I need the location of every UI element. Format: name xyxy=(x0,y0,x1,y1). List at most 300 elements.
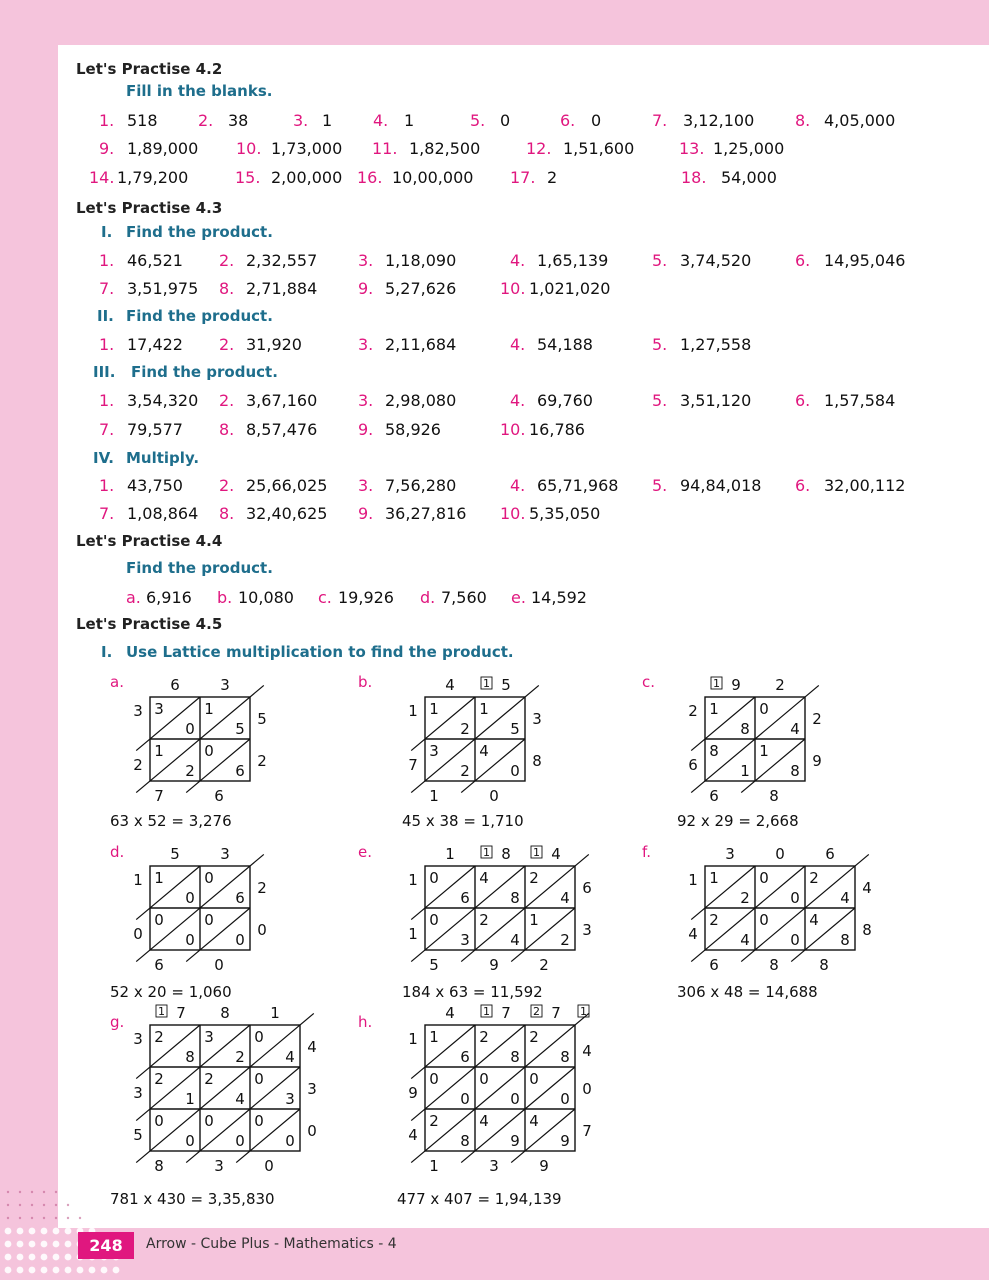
lattice-right-digit: 3 xyxy=(307,1080,317,1098)
lattice-bottom-digit: 9 xyxy=(539,1157,549,1175)
part-label-4-3-iv: IV. xyxy=(93,449,114,467)
lattice-top-digit: 9 xyxy=(731,676,741,694)
answer-4-3-part3-number: 6. xyxy=(795,391,811,410)
lattice-cell-ones: 6 xyxy=(460,889,470,907)
page-number: 248 xyxy=(78,1232,134,1259)
lattice-cell-ones: 0 xyxy=(185,720,195,738)
lattice-cell-tens: 4 xyxy=(529,1112,539,1130)
lattice-label: e. xyxy=(358,843,372,861)
lattice-cell-tens: 2 xyxy=(709,911,719,929)
lattice-grid-g xyxy=(110,997,340,1183)
lattice-grid-a xyxy=(110,669,290,813)
answer-4-2-number: 7. xyxy=(652,111,668,130)
lattice-cell-ones: 8 xyxy=(510,889,520,907)
answer-4-4-number: d. xyxy=(420,588,436,607)
lattice-cell-tens: 0 xyxy=(479,1070,489,1088)
section-heading-4-3: Let's Practise 4.3 xyxy=(76,199,223,217)
lattice-top-digit: 4 xyxy=(445,676,455,694)
lattice-equation: 45 x 38 = 1,710 xyxy=(402,812,524,830)
lattice-cell-ones: 4 xyxy=(235,1090,245,1108)
answer-4-3-part3-number: 5. xyxy=(652,391,668,410)
lattice-label: f. xyxy=(642,843,651,861)
lattice-right-digit: 4 xyxy=(862,879,872,897)
answer-4-2-value: 1,51,600 xyxy=(563,139,635,158)
answer-4-3-part2-number: 5. xyxy=(652,335,668,354)
answer-4-2-value: 1,25,000 xyxy=(713,139,785,158)
answer-4-2-value: 3,12,100 xyxy=(683,111,755,130)
lattice-cell-tens: 0 xyxy=(254,1070,264,1088)
lattice-cell-tens: 1 xyxy=(204,700,214,718)
lattice-cell-tens: 0 xyxy=(429,911,439,929)
answer-4-2-number: 2. xyxy=(198,111,214,130)
answer-4-4-value: 10,080 xyxy=(238,588,294,607)
answer-4-2-value: 1 xyxy=(322,111,333,130)
answer-4-3-part3-number: 2. xyxy=(219,391,235,410)
answer-4-3-part4-value: 32,40,625 xyxy=(246,504,328,523)
lattice-bottom-digit: 2 xyxy=(539,956,549,974)
answer-4-3-part1-number: 6. xyxy=(795,251,811,270)
lattice-cell-tens: 0 xyxy=(429,869,439,887)
lattice-grid-b xyxy=(385,669,565,813)
answer-4-3-part1-number: 4. xyxy=(510,251,526,270)
lattice-cell-ones: 0 xyxy=(790,889,800,907)
answer-4-4-value: 14,592 xyxy=(531,588,587,607)
lattice-label: a. xyxy=(110,673,124,691)
answer-4-3-part1-number: 7. xyxy=(99,279,115,298)
lattice-left-digit: 3 xyxy=(133,1030,143,1048)
answer-4-4-number: b. xyxy=(217,588,233,607)
part-label-4-3-ii: II. xyxy=(97,307,114,325)
answer-4-3-part4-value: 32,00,112 xyxy=(824,476,906,495)
lattice-cell-tens: 2 xyxy=(154,1070,164,1088)
answer-4-3-part1-value: 1,021,020 xyxy=(529,279,611,298)
answer-4-3-part1-value: 3,74,520 xyxy=(680,251,752,270)
lattice-cell-tens: 2 xyxy=(204,1070,214,1088)
lattice-right-digit: 5 xyxy=(257,710,267,728)
lattice-top-digit: 4 xyxy=(551,845,561,863)
lattice-cell-ones: 4 xyxy=(560,889,570,907)
lattice-right-digit: 2 xyxy=(257,752,267,770)
lattice-cell-ones: 8 xyxy=(790,762,800,780)
lattice-cell-ones: 2 xyxy=(460,762,470,780)
carry-box-digit: 1 xyxy=(483,846,490,859)
answer-4-3-part1-number: 3. xyxy=(358,251,374,270)
lattice-cell-tens: 0 xyxy=(204,869,214,887)
answer-4-3-part4-value: 25,66,025 xyxy=(246,476,328,495)
lattice-cell-ones: 8 xyxy=(185,1048,195,1066)
lattice-bottom-digit: 6 xyxy=(214,787,224,805)
lattice-cell-tens: 2 xyxy=(809,869,819,887)
lattice-cell-ones: 9 xyxy=(560,1132,570,1150)
answer-4-3-part2-value: 31,920 xyxy=(246,335,302,354)
answer-4-3-part2-value: 54,188 xyxy=(537,335,593,354)
lattice-left-digit: 5 xyxy=(133,1126,143,1144)
answer-4-3-part4-value: 5,35,050 xyxy=(529,504,601,523)
answer-4-2-value: 1,82,500 xyxy=(409,139,481,158)
lattice-equation: 184 x 63 = 11,592 xyxy=(402,983,543,1001)
carry-box-digit: 2 xyxy=(533,1005,540,1018)
lattice-bottom-digit: 0 xyxy=(264,1157,274,1175)
lattice-grid-c xyxy=(665,669,845,813)
lattice-cell-ones: 8 xyxy=(510,1048,520,1066)
lattice-cell-ones: 5 xyxy=(510,720,520,738)
answer-4-3-part3-value: 69,760 xyxy=(537,391,593,410)
lattice-grid-e xyxy=(385,838,615,982)
answer-4-3-part4-number: 9. xyxy=(358,504,374,523)
lattice-bottom-digit: 6 xyxy=(154,956,164,974)
answer-4-2-value: 1 xyxy=(404,111,415,130)
lattice-cell-ones: 0 xyxy=(235,1132,245,1150)
lattice-top-digit: 8 xyxy=(501,845,511,863)
answer-4-2-number: 13. xyxy=(679,139,705,158)
instruction-4-3-i: Find the product. xyxy=(126,223,273,241)
answer-4-3-part3-value: 1,57,584 xyxy=(824,391,896,410)
answer-4-2-number: 10. xyxy=(236,139,262,158)
lattice-cell-ones: 2 xyxy=(560,931,570,949)
answer-4-3-part3-value: 16,786 xyxy=(529,420,585,439)
lattice-label: d. xyxy=(110,843,125,861)
lattice-cell-tens: 2 xyxy=(154,1028,164,1046)
carry-box-digit: 1 xyxy=(713,677,720,690)
answer-4-3-part3-value: 3,67,160 xyxy=(246,391,318,410)
lattice-equation: 92 x 29 = 2,668 xyxy=(677,812,799,830)
answer-4-3-part1-value: 14,95,046 xyxy=(824,251,906,270)
answer-4-2-value: 1,73,000 xyxy=(271,139,343,158)
answer-4-3-part4-number: 10. xyxy=(500,504,526,523)
lattice-cell-tens: 2 xyxy=(479,1028,489,1046)
lattice-bottom-digit: 3 xyxy=(214,1157,224,1175)
lattice-label: c. xyxy=(642,673,656,691)
answer-4-3-part3-number: 3. xyxy=(358,391,374,410)
part-label-4-3-i: I. xyxy=(101,223,113,241)
lattice-bottom-digit: 8 xyxy=(154,1157,164,1175)
lattice-bottom-digit: 8 xyxy=(769,956,779,974)
lattice-cell-ones: 0 xyxy=(460,1090,470,1108)
answer-4-3-part3-number: 1. xyxy=(99,391,115,410)
carry-box-digit: 1 xyxy=(533,846,540,859)
lattice-cell-tens: 1 xyxy=(759,742,769,760)
answer-4-2-value: 2,00,000 xyxy=(271,168,343,187)
answer-4-2-number: 11. xyxy=(372,139,398,158)
lattice-left-digit: 2 xyxy=(133,756,143,774)
answer-4-3-part4-number: 4. xyxy=(510,476,526,495)
lattice-left-digit: 1 xyxy=(408,1030,418,1048)
lattice-cell-ones: 5 xyxy=(235,720,245,738)
carry-box-digit: 1 xyxy=(483,1005,490,1018)
section-heading-4-2: Let's Practise 4.2 xyxy=(76,60,223,78)
instruction-4-2: Fill in the blanks. xyxy=(126,82,273,100)
lattice-label: h. xyxy=(358,1013,373,1031)
answer-4-3-part3-number: 10. xyxy=(500,420,526,439)
lattice-right-digit: 8 xyxy=(862,921,872,939)
answer-4-3-part3-value: 58,926 xyxy=(385,420,441,439)
part-label-4-3-iii: III. xyxy=(93,363,116,381)
answer-4-3-part3-value: 8,57,476 xyxy=(246,420,318,439)
carry-box-digit: 1 xyxy=(483,677,490,690)
answer-4-3-part4-value: 94,84,018 xyxy=(680,476,762,495)
answer-4-2-value: 2 xyxy=(547,168,558,187)
lattice-cell-ones: 8 xyxy=(460,1132,470,1150)
lattice-right-digit: 0 xyxy=(257,921,267,939)
lattice-cell-ones: 6 xyxy=(235,889,245,907)
lattice-bottom-digit: 0 xyxy=(214,956,224,974)
answer-4-2-number: 5. xyxy=(470,111,486,130)
lattice-equation: 63 x 52 = 3,276 xyxy=(110,812,232,830)
lattice-left-digit: 3 xyxy=(133,702,143,720)
answer-4-2-value: 38 xyxy=(228,111,249,130)
lattice-cell-tens: 0 xyxy=(154,911,164,929)
lattice-top-digit: 7 xyxy=(501,1004,511,1022)
lattice-top-digit: 7 xyxy=(176,1004,186,1022)
lattice-cell-tens: 1 xyxy=(154,869,164,887)
lattice-bottom-digit: 1 xyxy=(429,787,439,805)
lattice-left-digit: 4 xyxy=(408,1126,418,1144)
lattice-bottom-digit: 8 xyxy=(819,956,829,974)
lattice-cell-ones: 8 xyxy=(560,1048,570,1066)
answer-4-3-part1-value: 1,18,090 xyxy=(385,251,457,270)
lattice-bottom-digit: 1 xyxy=(429,1157,439,1175)
lattice-top-digit: 1 xyxy=(270,1004,280,1022)
lattice-top-digit: 5 xyxy=(170,845,180,863)
lattice-right-digit: 0 xyxy=(582,1080,592,1098)
answer-4-3-part2-number: 2. xyxy=(219,335,235,354)
lattice-cell-ones: 0 xyxy=(185,1132,195,1150)
answer-4-3-part4-value: 1,08,864 xyxy=(127,504,199,523)
lattice-cell-tens: 0 xyxy=(759,869,769,887)
answer-4-4-value: 6,916 xyxy=(146,588,192,607)
lattice-left-digit: 1 xyxy=(133,871,143,889)
lattice-cell-ones: 2 xyxy=(460,720,470,738)
answer-4-3-part1-value: 5,27,626 xyxy=(385,279,457,298)
lattice-cell-ones: 0 xyxy=(510,762,520,780)
answer-4-3-part1-value: 46,521 xyxy=(127,251,183,270)
lattice-grid-h xyxy=(385,997,615,1183)
carry-box-digit: 1 xyxy=(580,1005,587,1018)
lattice-cell-tens: 3 xyxy=(204,1028,214,1046)
lattice-left-digit: 6 xyxy=(688,756,698,774)
answer-4-2-number: 16. xyxy=(357,168,383,187)
instruction-4-4: Find the product. xyxy=(126,559,273,577)
answer-4-4-number: e. xyxy=(511,588,526,607)
answer-4-3-part1-number: 5. xyxy=(652,251,668,270)
lattice-right-digit: 7 xyxy=(582,1122,592,1140)
lattice-top-digit: 3 xyxy=(220,676,230,694)
lattice-cell-tens: 1 xyxy=(529,911,539,929)
lattice-cell-ones: 9 xyxy=(510,1132,520,1150)
answer-4-3-part1-number: 9. xyxy=(358,279,374,298)
lattice-cell-tens: 1 xyxy=(429,700,439,718)
lattice-bottom-digit: 6 xyxy=(709,787,719,805)
lattice-cell-ones: 4 xyxy=(285,1048,295,1066)
answer-4-2-number: 6. xyxy=(560,111,576,130)
lattice-cell-tens: 4 xyxy=(809,911,819,929)
instruction-4-5: Use Lattice multiplication to find the product. xyxy=(126,643,514,661)
lattice-bottom-digit: 7 xyxy=(154,787,164,805)
lattice-top-digit: 8 xyxy=(220,1004,230,1022)
lattice-cell-tens: 3 xyxy=(429,742,439,760)
answer-4-3-part1-value: 1,65,139 xyxy=(537,251,609,270)
lattice-cell-tens: 2 xyxy=(529,869,539,887)
lattice-top-digit: 5 xyxy=(501,676,511,694)
lattice-label: g. xyxy=(110,1013,125,1031)
answer-4-2-value: 4,05,000 xyxy=(824,111,896,130)
lattice-cell-ones: 4 xyxy=(790,720,800,738)
lattice-cell-ones: 2 xyxy=(740,889,750,907)
lattice-cell-tens: 2 xyxy=(529,1028,539,1046)
lattice-cell-ones: 0 xyxy=(560,1090,570,1108)
answer-4-3-part2-value: 17,422 xyxy=(127,335,183,354)
answer-4-2-value: 1,79,200 xyxy=(117,168,189,187)
lattice-left-digit: 9 xyxy=(408,1084,418,1102)
lattice-cell-tens: 2 xyxy=(479,911,489,929)
book-title: Arrow - Cube Plus - Mathematics - 4 xyxy=(146,1236,397,1252)
answer-4-3-part1-number: 8. xyxy=(219,279,235,298)
lattice-cell-tens: 4 xyxy=(479,742,489,760)
answer-4-3-part2-number: 4. xyxy=(510,335,526,354)
lattice-cell-tens: 0 xyxy=(204,1112,214,1130)
lattice-cell-tens: 0 xyxy=(204,742,214,760)
instruction-4-3-iii: Find the product. xyxy=(131,363,278,381)
answer-4-3-part3-number: 8. xyxy=(219,420,235,439)
lattice-cell-ones: 1 xyxy=(740,762,750,780)
lattice-label: b. xyxy=(358,673,373,691)
answer-4-3-part4-number: 8. xyxy=(219,504,235,523)
answer-4-2-value: 10,00,000 xyxy=(392,168,474,187)
lattice-top-digit: 4 xyxy=(445,1004,455,1022)
answer-4-2-value: 1,89,000 xyxy=(127,139,199,158)
lattice-right-digit: 4 xyxy=(582,1042,592,1060)
lattice-cell-tens: 4 xyxy=(479,869,489,887)
answer-4-2-value: 0 xyxy=(500,111,511,130)
lattice-cell-tens: 4 xyxy=(479,1112,489,1130)
answer-4-2-number: 9. xyxy=(99,139,115,158)
section-heading-4-5: Let's Practise 4.5 xyxy=(76,615,223,633)
lattice-cell-ones: 4 xyxy=(510,931,520,949)
lattice-cell-tens: 1 xyxy=(154,742,164,760)
lattice-top-digit: 6 xyxy=(170,676,180,694)
answer-4-2-number: 18. xyxy=(681,168,707,187)
lattice-equation: 52 x 20 = 1,060 xyxy=(110,983,232,1001)
lattice-bottom-digit: 8 xyxy=(769,787,779,805)
answer-4-3-part3-number: 9. xyxy=(358,420,374,439)
lattice-bottom-digit: 9 xyxy=(489,956,499,974)
lattice-equation: 477 x 407 = 1,94,139 xyxy=(397,1190,562,1208)
answer-4-3-part2-number: 3. xyxy=(358,335,374,354)
lattice-cell-ones: 6 xyxy=(235,762,245,780)
answer-4-3-part4-number: 5. xyxy=(652,476,668,495)
lattice-cell-ones: 2 xyxy=(235,1048,245,1066)
answer-4-3-part2-value: 1,27,558 xyxy=(680,335,752,354)
answer-4-3-part4-value: 36,27,816 xyxy=(385,504,467,523)
lattice-cell-ones: 0 xyxy=(790,931,800,949)
lattice-top-digit: 2 xyxy=(775,676,785,694)
answer-4-2-value: 54,000 xyxy=(721,168,777,187)
lattice-cell-ones: 0 xyxy=(185,889,195,907)
lattice-cell-ones: 0 xyxy=(510,1090,520,1108)
answer-4-3-part4-number: 6. xyxy=(795,476,811,495)
lattice-cell-tens: 0 xyxy=(759,911,769,929)
lattice-right-digit: 0 xyxy=(307,1122,317,1140)
lattice-top-digit: 0 xyxy=(775,845,785,863)
answer-4-3-part4-value: 7,56,280 xyxy=(385,476,457,495)
answer-4-3-part1-value: 2,32,557 xyxy=(246,251,318,270)
lattice-cell-tens: 1 xyxy=(429,1028,439,1046)
lattice-cell-tens: 1 xyxy=(709,869,719,887)
answer-4-3-part3-value: 3,51,120 xyxy=(680,391,752,410)
lattice-top-digit: 7 xyxy=(551,1004,561,1022)
answer-4-4-value: 19,926 xyxy=(338,588,394,607)
answer-4-4-value: 7,560 xyxy=(441,588,487,607)
lattice-left-digit: 1 xyxy=(688,871,698,889)
answer-4-3-part1-value: 2,71,884 xyxy=(246,279,318,298)
section-heading-4-4: Let's Practise 4.4 xyxy=(76,532,223,550)
lattice-right-digit: 2 xyxy=(257,879,267,897)
answer-4-2-number: 17. xyxy=(510,168,536,187)
answer-4-2-number: 12. xyxy=(526,139,552,158)
lattice-cell-tens: 2 xyxy=(429,1112,439,1130)
answer-4-3-part3-number: 7. xyxy=(99,420,115,439)
lattice-top-digit: 3 xyxy=(725,845,735,863)
part-label-4-5-i: I. xyxy=(101,643,113,661)
lattice-cell-tens: 0 xyxy=(759,700,769,718)
answer-4-2-value: 518 xyxy=(127,111,158,130)
lattice-cell-ones: 8 xyxy=(840,931,850,949)
answer-4-3-part3-value: 2,98,080 xyxy=(385,391,457,410)
answer-4-3-part4-number: 2. xyxy=(219,476,235,495)
lattice-cell-tens: 8 xyxy=(709,742,719,760)
instruction-4-3-iv: Multiply. xyxy=(126,449,200,467)
answer-4-3-part2-number: 1. xyxy=(99,335,115,354)
lattice-right-digit: 3 xyxy=(532,710,542,728)
lattice-equation: 781 x 430 = 3,35,830 xyxy=(110,1190,275,1208)
lattice-cell-ones: 1 xyxy=(185,1090,195,1108)
answer-4-4-number: c. xyxy=(318,588,332,607)
lattice-grid-d xyxy=(110,838,290,982)
lattice-cell-ones: 4 xyxy=(740,931,750,949)
lattice-cell-ones: 2 xyxy=(185,762,195,780)
lattice-bottom-digit: 5 xyxy=(429,956,439,974)
lattice-left-digit: 4 xyxy=(688,925,698,943)
lattice-left-digit: 1 xyxy=(408,871,418,889)
answer-4-2-number: 4. xyxy=(373,111,389,130)
answer-4-3-part4-value: 43,750 xyxy=(127,476,183,495)
instruction-4-3-ii: Find the product. xyxy=(126,307,273,325)
lattice-cell-ones: 6 xyxy=(460,1048,470,1066)
lattice-cell-tens: 0 xyxy=(154,1112,164,1130)
answer-4-3-part3-value: 3,54,320 xyxy=(127,391,199,410)
answer-4-3-part4-number: 7. xyxy=(99,504,115,523)
answer-4-2-number: 1. xyxy=(99,111,115,130)
lattice-cell-ones: 8 xyxy=(740,720,750,738)
lattice-left-digit: 2 xyxy=(688,702,698,720)
answer-4-3-part1-number: 10. xyxy=(500,279,526,298)
answer-4-2-number: 8. xyxy=(795,111,811,130)
answer-4-3-part4-value: 65,71,968 xyxy=(537,476,619,495)
lattice-cell-ones: 3 xyxy=(460,931,470,949)
answer-4-3-part1-number: 1. xyxy=(99,251,115,270)
lattice-right-digit: 4 xyxy=(307,1038,317,1056)
lattice-cell-ones: 0 xyxy=(185,931,195,949)
lattice-bottom-digit: 3 xyxy=(489,1157,499,1175)
lattice-cell-ones: 0 xyxy=(285,1132,295,1150)
lattice-grid-f xyxy=(665,838,895,982)
answer-4-2-value: 0 xyxy=(591,111,602,130)
lattice-right-digit: 3 xyxy=(582,921,592,939)
lattice-cell-tens: 1 xyxy=(479,700,489,718)
lattice-left-digit: 1 xyxy=(408,702,418,720)
lattice-right-digit: 8 xyxy=(532,752,542,770)
lattice-right-digit: 2 xyxy=(812,710,822,728)
